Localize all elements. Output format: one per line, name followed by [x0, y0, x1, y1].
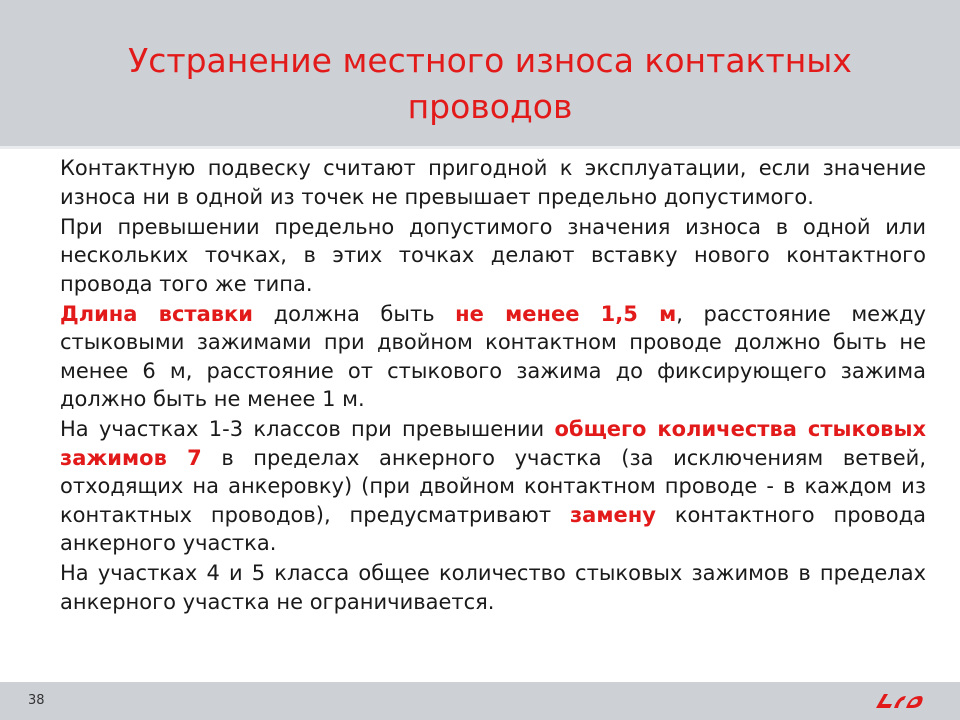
slide-body [60, 154, 926, 618]
highlighted-text: замену [569, 502, 656, 527]
body-paragraph [60, 213, 926, 299]
slide-title: Устранение местного износа контактных проводов [128, 41, 852, 126]
header-divider [0, 146, 960, 149]
body-text: При превышении предельно допустимого значения износа в одной или нескольких точках, в этих точках делают вставку нового контактного провода того же типа. [60, 214, 926, 296]
highlighted-text: не менее 1,5 м [455, 301, 677, 326]
body-paragraph [60, 154, 926, 211]
highlighted-text: общего количества стыковых зажимов 7 [60, 417, 927, 470]
page-number: 38 [28, 693, 45, 708]
body-text: Контактную подвеску считают пригодной к эксплуатации, если значение износа ни в одной из точек не превышает предельно допустимого. [60, 156, 926, 209]
body-paragraph [60, 415, 926, 558]
body-text: На участках 4 и 5 класса общее количество стыковых зажимов в пределах анкерного участка не ограничивается. [60, 561, 926, 614]
highlighted-text: Длина вставки [60, 301, 254, 326]
slide-footer [0, 682, 960, 720]
body-text: в пределах анкерного участка (за исключениям ветвей, отходящих на анкеровку) (при двойном контактном проводе - в каждом из контактных проводов), предусматривают [60, 445, 926, 527]
body-paragraph [60, 559, 926, 616]
body-text: , расстояние между стыковыми зажимами при двойном контактном проводе должно быть не менее 6 м, расстояние от стыкового зажима до фиксирующего зажима должно быть не менее 1 м. [60, 301, 926, 411]
slide-header [0, 0, 960, 146]
rzd-logo-icon [872, 688, 926, 714]
body-text: контактного провода анкерного участка. [60, 502, 926, 555]
body-text: должна быть [253, 301, 456, 326]
body-text: На участках 1-3 классов при превышении [60, 417, 555, 441]
body-paragraph [60, 300, 926, 414]
